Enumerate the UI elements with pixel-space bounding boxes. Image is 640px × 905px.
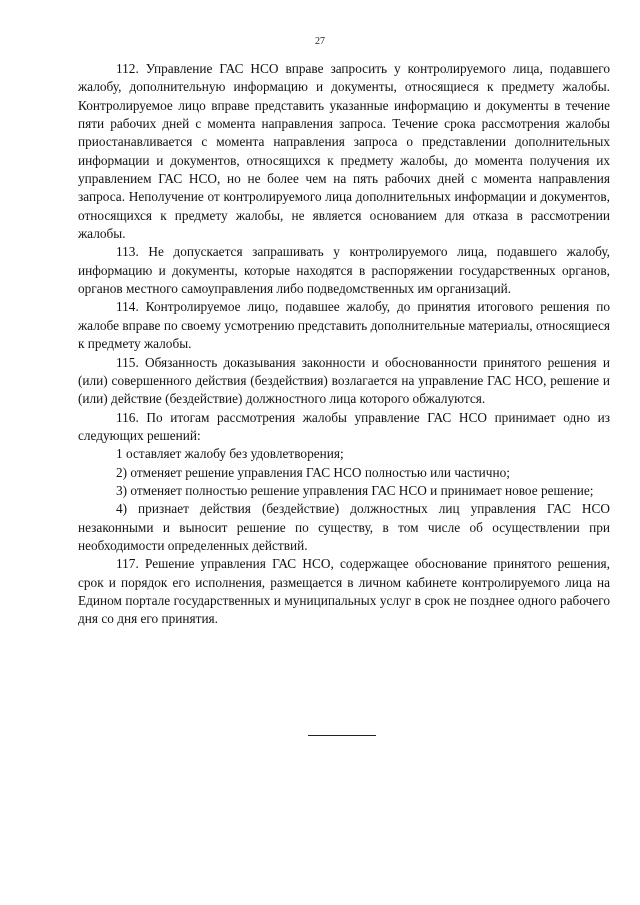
list-item-3: 3) отменяет полностью решение управления ГАС НСО и принимает новое решение; xyxy=(116,482,594,498)
page-number: 27 xyxy=(315,36,325,47)
paragraph-114: 114. Контролируемое лицо, подавшее жалобу, до принятия итогового решения по жалобе вправе по своему усмотрению представить дополнительные материалы, относящиеся к предмету жалобы. xyxy=(78,299,610,352)
list-item-2: 2) отменяет решение управления ГАС НСО полностью или частично; xyxy=(116,464,510,480)
paragraph-113: 113. Не допускается запрашивать у контролируемого лица, подавшего жалобу, информацию и документы, которые находятся в распоряжении государственных органов, органов местного самоуправления либо подведомственных им организаций. xyxy=(78,244,610,297)
paragraph-112: 112. Управление ГАС НСО вправе запросить у контролируемого лица, подавшего жалобу, дополнительную информацию и документы, относящиеся к предмету жалобы. Контролируемое лицо вправе представить указанные информацию и документы в течение пяти рабочих дней с момента направления запроса. Течение срока рассмотрения жалобы приостанавливается с момента направления запроса о представлении дополнительных информации и документов, относящихся к предмету жалобы, до момента получения их управлением ГАС НСО, но не более чем на пять рабочих дней с момента направления запроса. Неполучение от контролируемого лица дополнительных информации и документов, относящихся к предмету жалобы, не является основанием для отказа в рассмотрении жалобы. xyxy=(78,61,610,242)
paragraph-115: 115. Обязанность доказывания законности и обоснованности принятого решения и (или) совершенного действия (бездействия) возлагается на управление ГАС НСО, решение и (или) действие (бездействие) должностного лица которого обжалуются. xyxy=(78,354,610,407)
paragraph-116: 116. По итогам рассмотрения жалобы управление ГАС НСО принимает одно из следующих решений: xyxy=(78,409,610,443)
document-body xyxy=(78,60,610,629)
list-item-1: 1 оставляет жалобу без удовлетворения; xyxy=(116,446,344,462)
paragraph-117: 117. Решение управления ГАС НСО, содержащее обоснование принятого решения, срок и порядок его исполнения, размещается в личном кабинете контролируемого лица на Едином портале государственных и муниципальных услуг в срок не позднее одного рабочего дня со дня его принятия. xyxy=(78,556,610,627)
end-divider-line xyxy=(308,735,376,736)
list-item-4: 4) признает действия (бездействие) должностных лиц управления ГАС НСО незаконными и выносит решение по существу, в том числе об осуществлении при необходимости определенных действий. xyxy=(78,501,610,553)
